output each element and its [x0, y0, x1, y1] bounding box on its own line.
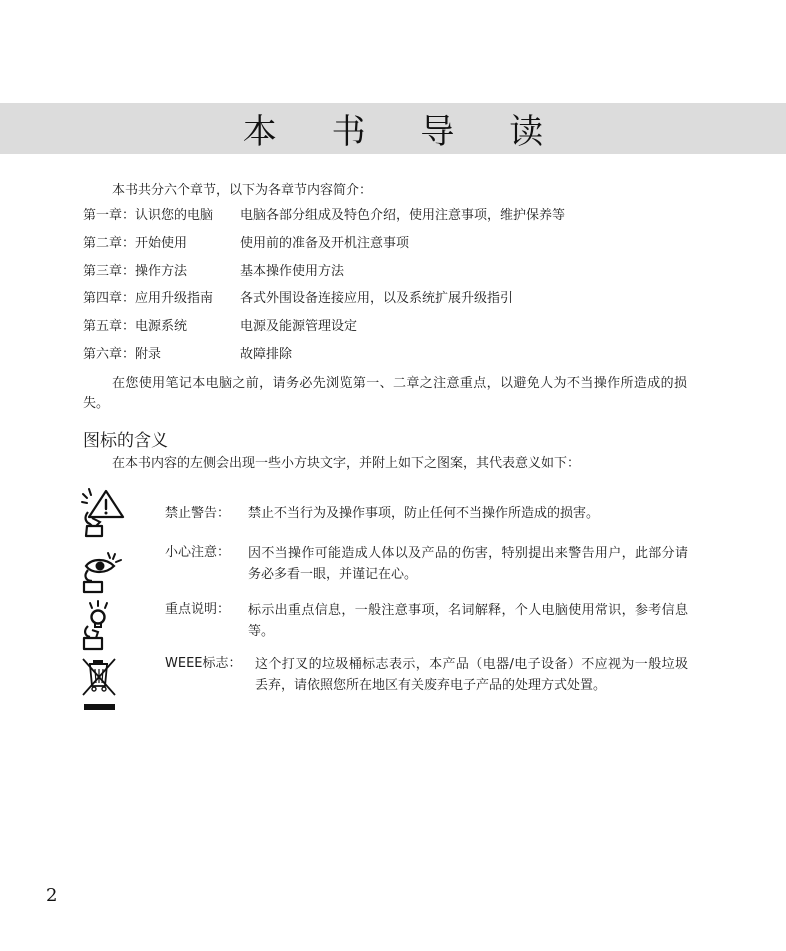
chapter-row — [83, 207, 723, 235]
chapter-name: 第二章：开始使用 — [83, 235, 188, 251]
weee-bin-icon — [80, 656, 124, 716]
intro-text: 本书共分六个章节，以下为各章节内容简介： — [112, 183, 373, 198]
chapter-name: 第一章：认识您的电脑 — [83, 208, 214, 223]
chapter-name: 第五章：电源系统 — [83, 319, 188, 335]
icons-section-heading: 图标的含义 — [83, 431, 168, 451]
page-title: 本 书 导 读 — [242, 112, 566, 152]
item-label: 禁止警告： — [165, 506, 231, 521]
chapter-desc: 使用前的准备及开机注意事项 — [240, 235, 410, 251]
chapter-row — [83, 263, 723, 291]
chapter-desc: 各式外围设备连接应用，以及系统扩展升级指引 — [240, 291, 514, 307]
chapter-row — [83, 346, 723, 374]
page-number: 2 — [46, 885, 58, 906]
item-label: 重点说明： — [165, 602, 231, 617]
caution-eye-icon — [80, 548, 124, 598]
title-band — [0, 103, 786, 154]
tip-bulb-icon — [80, 600, 124, 656]
chapter-list — [83, 207, 723, 374]
chapter-desc: 电脑各部分组成及特色介绍，使用注意事项，维护保养等 — [240, 208, 566, 223]
chapter-name: 第四章：应用升级指南 — [83, 291, 214, 307]
chapter-desc: 故障排除 — [240, 346, 293, 362]
item-text: 这个打叉的垃圾桶标志表示，本产品（电器/电子设备）不应视为一般垃圾丢弃，请依照您所在地区有关废弃电子产品的处理方式处置。 — [255, 657, 688, 693]
chapter-row — [83, 318, 723, 346]
item-label: 小心注意： — [165, 545, 231, 560]
chapter-row — [83, 235, 723, 263]
icons-section-intro: 在本书内容的左侧会出现一些小方块文字，并附上如下之图案，其代表意义如下： — [112, 456, 581, 471]
item-text: 因不当操作可能造成人体以及产品的伤害，特别提出来警告用户，此部分请务必多看一眼，并谨记在心。 — [248, 546, 688, 582]
item-text: 标示出重点信息，一般注意事项，名词解释，个人电脑使用常识，参考信息等。 — [248, 603, 688, 639]
chapter-name: 第三章：操作方法 — [83, 263, 188, 279]
chapter-name: 第六章：附录 — [83, 346, 162, 362]
chapter-desc: 电源及能源管理设定 — [240, 319, 358, 335]
chapter-desc: 基本操作使用方法 — [240, 263, 345, 279]
chapter-row — [83, 290, 723, 318]
warning-icon — [80, 488, 124, 542]
item-text: 禁止不当行为及操作事项，防止任何不当操作所造成的损害。 — [248, 506, 600, 521]
reading-note: 在您使用笔记本电脑之前，请务必先浏览第一、二章之注意重点，以避免人为不当操作所造成的损失。 — [83, 376, 687, 411]
item-label: WEEE标志： — [165, 656, 242, 671]
